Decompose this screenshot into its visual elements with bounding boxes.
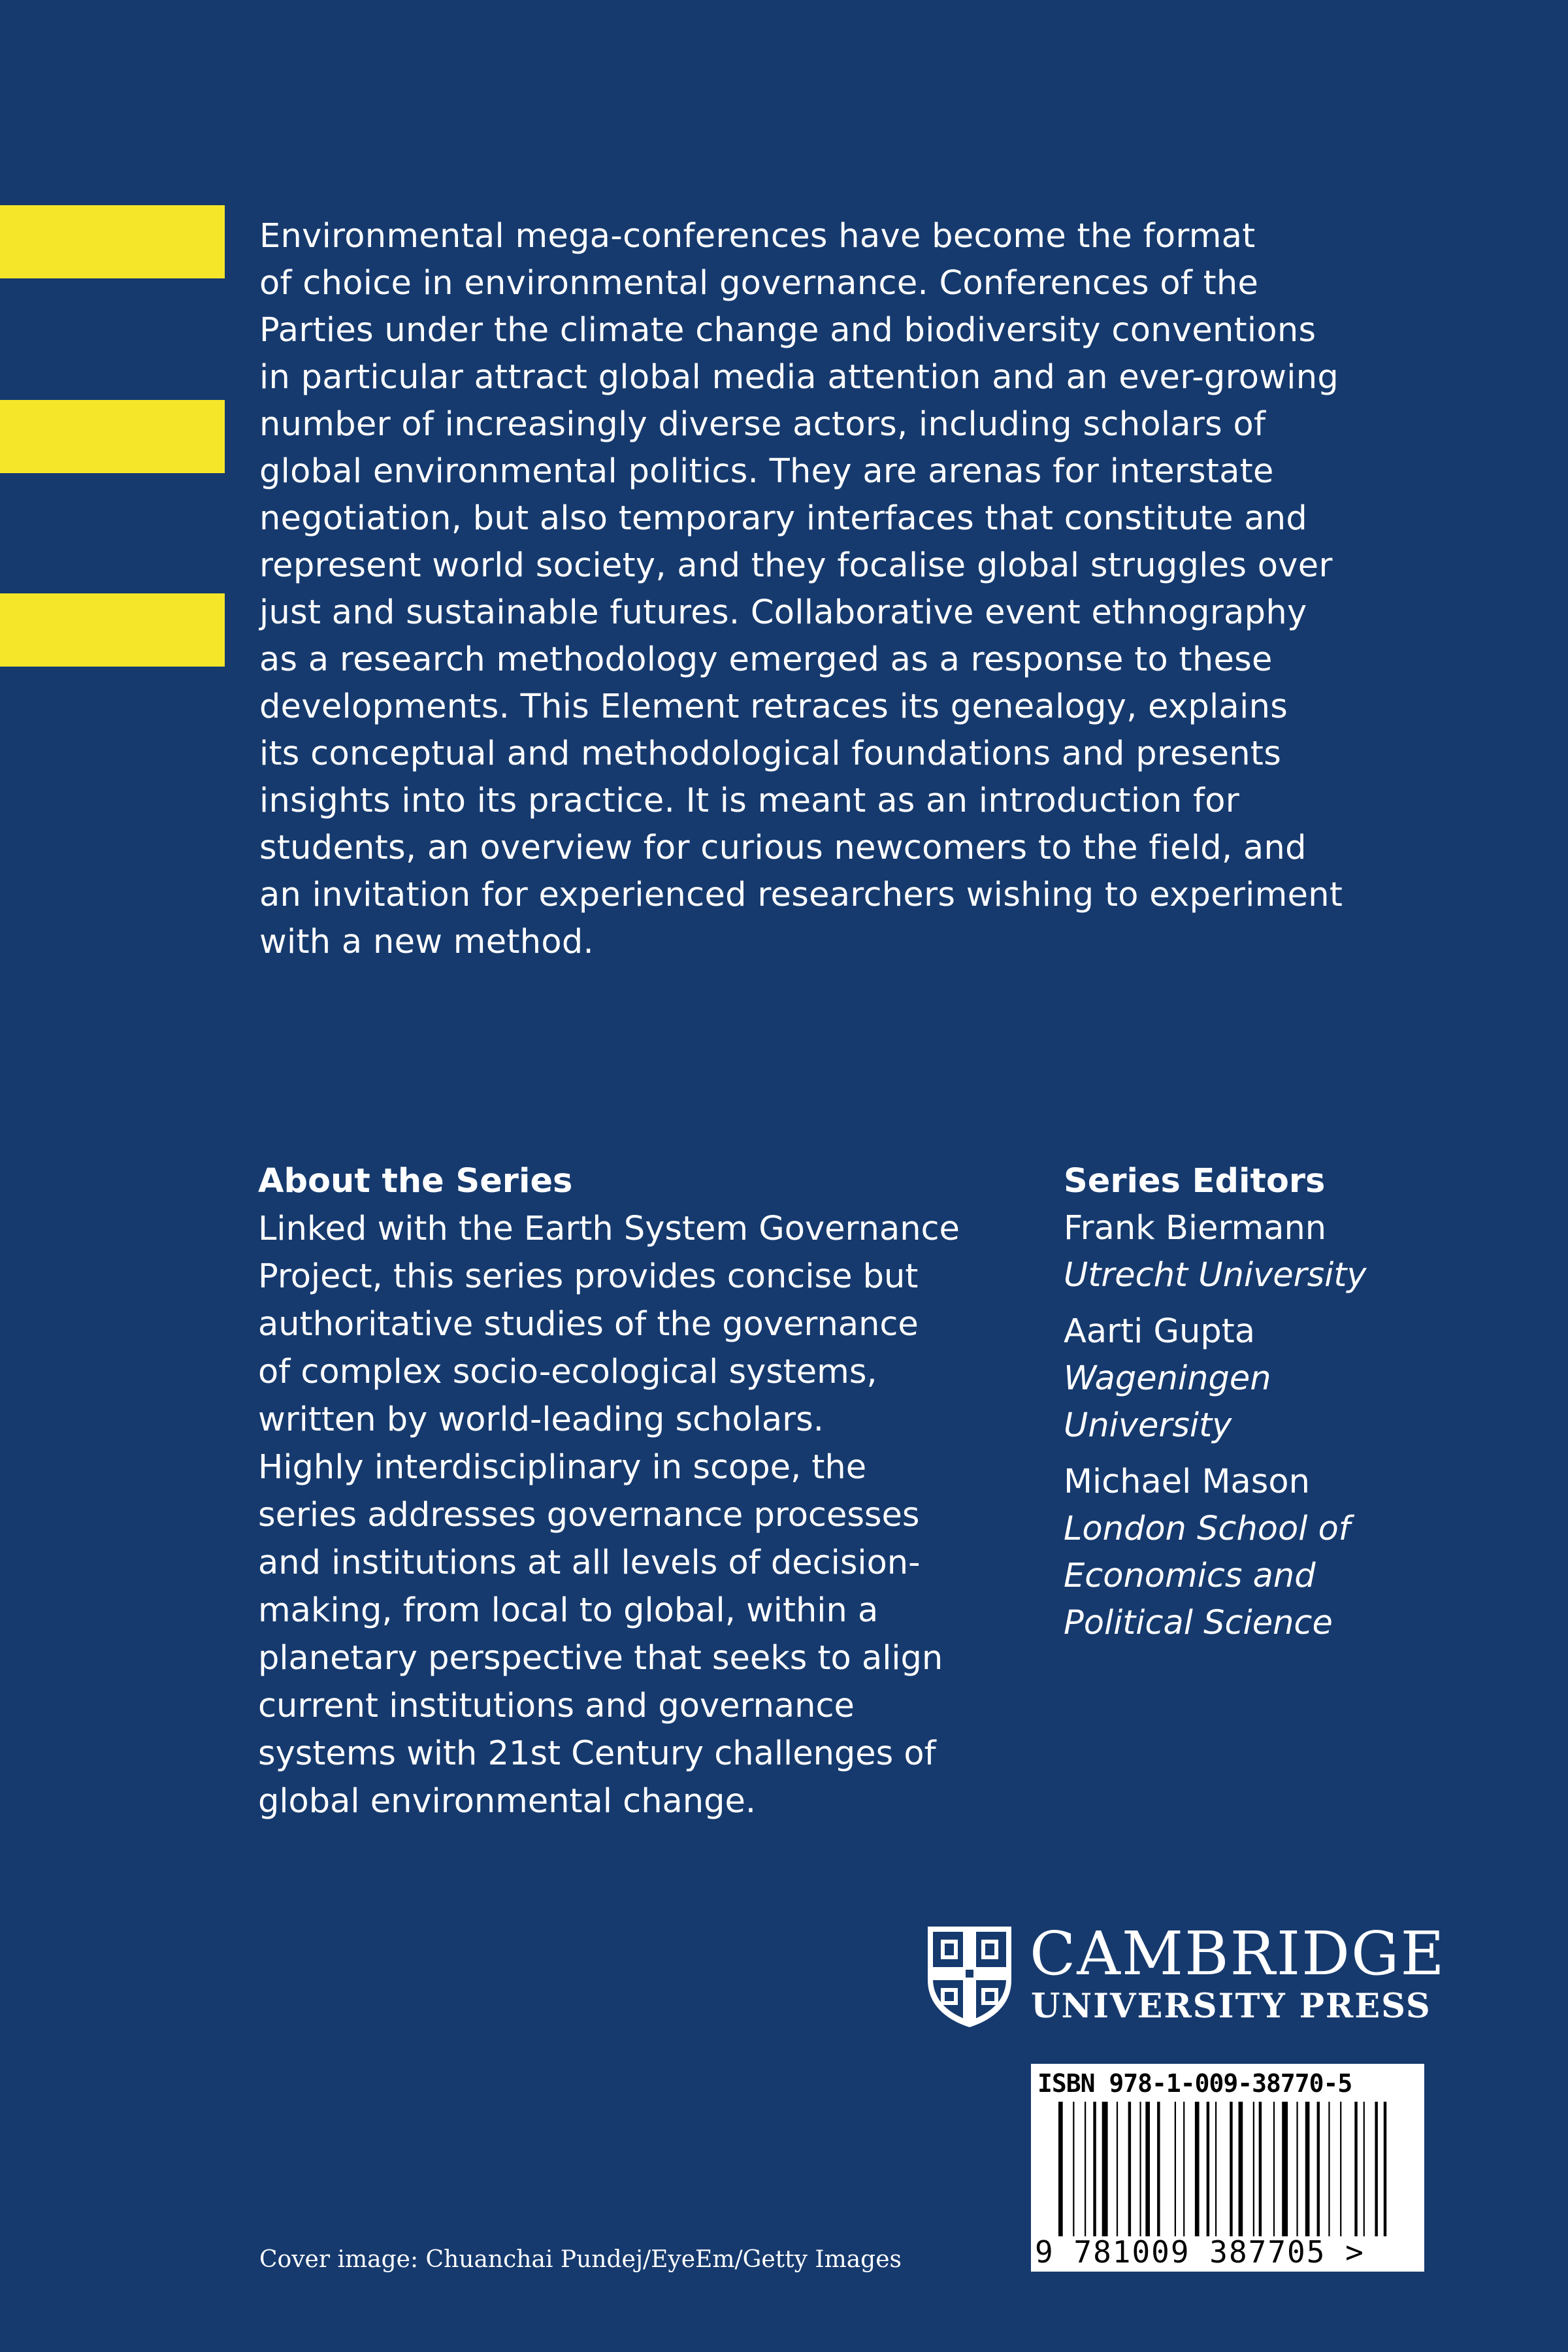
barcode-bar: [1058, 2102, 1063, 2236]
barcode-bars: [1058, 2102, 1398, 2236]
barcode-bar: [1375, 2102, 1377, 2236]
editor-name: Michael Mason: [1064, 1463, 1310, 1501]
barcode-bar: [1328, 2102, 1330, 2236]
barcode-bar: [1183, 2102, 1184, 2236]
barcode-bar: [1085, 2102, 1086, 2236]
barcode-bar: [1093, 2102, 1096, 2236]
barcode-bar: [1145, 2102, 1150, 2236]
barcode-bar: [1282, 2102, 1288, 2236]
barcode-bar: [1296, 2102, 1298, 2236]
barcode-bar: [1195, 2102, 1200, 2236]
barcode-bar: [1157, 2102, 1160, 2236]
book-blurb: Environmental mega-conferences have become the format of choice in environmental governance. Conferences of the Parties under the climate change and biodiversity conventions in particular attract global media attention and an ever-growing number of increasingly diverse actors, including scholars of global environmental politics. They are arenas for interstate negotiation, but also temporary interfaces that constitute and represent world society, and they focalise global struggles over just and sustainable futures. Collaborative event ethnography as a research methodology emerged as a response to these developments. This Element retraces its genealogy, explains its conceptual and methodological foundations and presents insights into its practice. It is meant as an introduction for students, an overview for curious newcomers to the field, and an invitation for experienced researchers wishing to experiment with a new method.: [259, 217, 1343, 961]
publisher-name: CAMBRIDGE: [1030, 1919, 1446, 1989]
barcode-bar: [1259, 2102, 1262, 2236]
barcode-bar: [1253, 2102, 1254, 2236]
about-series-text: Linked with the Earth System Governance Project, this series provides concise but authoritative studies of the governance of complex socio-ecological systems, written by world-leading scholars. Highly interdisciplinary in scope, the series addresses governance processes and institutions at all levels of decision- making, from local to global, within a planetary perspective that seeks to align current institutions and governance systems with 21st Century challenges of global environmental change.: [258, 1210, 960, 1821]
barcode-bar: [1215, 2102, 1217, 2236]
editor-name: Aarti Gupta: [1064, 1312, 1255, 1351]
editor-entry: [1064, 1308, 1534, 1449]
barcode-bar: [1139, 2102, 1141, 2236]
editor-entry: [1064, 1459, 1534, 1647]
barcode-bar: [1317, 2102, 1320, 2236]
barcode-bar: [1073, 2102, 1074, 2236]
isbn-barcode: [1031, 2064, 1424, 2272]
isbn-label: ISBN 978-1-009-38770-5: [1037, 2069, 1352, 2098]
barcode-bar: [1128, 2102, 1131, 2236]
barcode-bar: [1364, 2102, 1365, 2236]
barcode-digits: 9 781009 387705 >: [1035, 2234, 1365, 2270]
barcode-bar: [1305, 2102, 1310, 2236]
editor-entry: [1064, 1205, 1534, 1299]
barcode-bar: [1273, 2102, 1275, 2236]
editor-affiliation: Wageningen University: [1064, 1359, 1271, 1445]
cambridge-university-press-logo: [925, 1919, 1446, 2029]
barcode-bar: [1207, 2102, 1209, 2236]
barcode-bar: [1102, 2102, 1108, 2236]
about-series-heading: About the Series: [258, 1162, 573, 1201]
barcode-bar: [1340, 2102, 1341, 2236]
editor-name: Frank Biermann: [1064, 1209, 1327, 1248]
yellow-accent-bar-2: [0, 400, 225, 473]
yellow-accent-bar-3: [0, 593, 225, 667]
series-editors-list: [1064, 1205, 1534, 1656]
series-editors-heading: Series Editors: [1064, 1162, 1326, 1201]
publisher-subname: UNIVERSITY PRESS: [1031, 1987, 1431, 2026]
cover-image-credit: Cover image: Chuanchai Pundej/EyeEm/Getty Images: [259, 2246, 902, 2273]
barcode-bar: [1239, 2102, 1243, 2236]
barcode-bar: [1230, 2102, 1232, 2236]
barcode-bar: [1354, 2102, 1357, 2236]
barcode-bar: [1117, 2102, 1118, 2236]
barcode-bar: [1175, 2102, 1176, 2236]
yellow-accent-bar-1: [0, 205, 225, 278]
cambridge-crest-icon: [925, 1924, 1014, 2029]
barcode-bar: [1384, 2102, 1386, 2236]
editor-affiliation: Utrecht University: [1064, 1256, 1367, 1295]
editor-affiliation: London School of Economics and Political Science: [1064, 1510, 1350, 1642]
